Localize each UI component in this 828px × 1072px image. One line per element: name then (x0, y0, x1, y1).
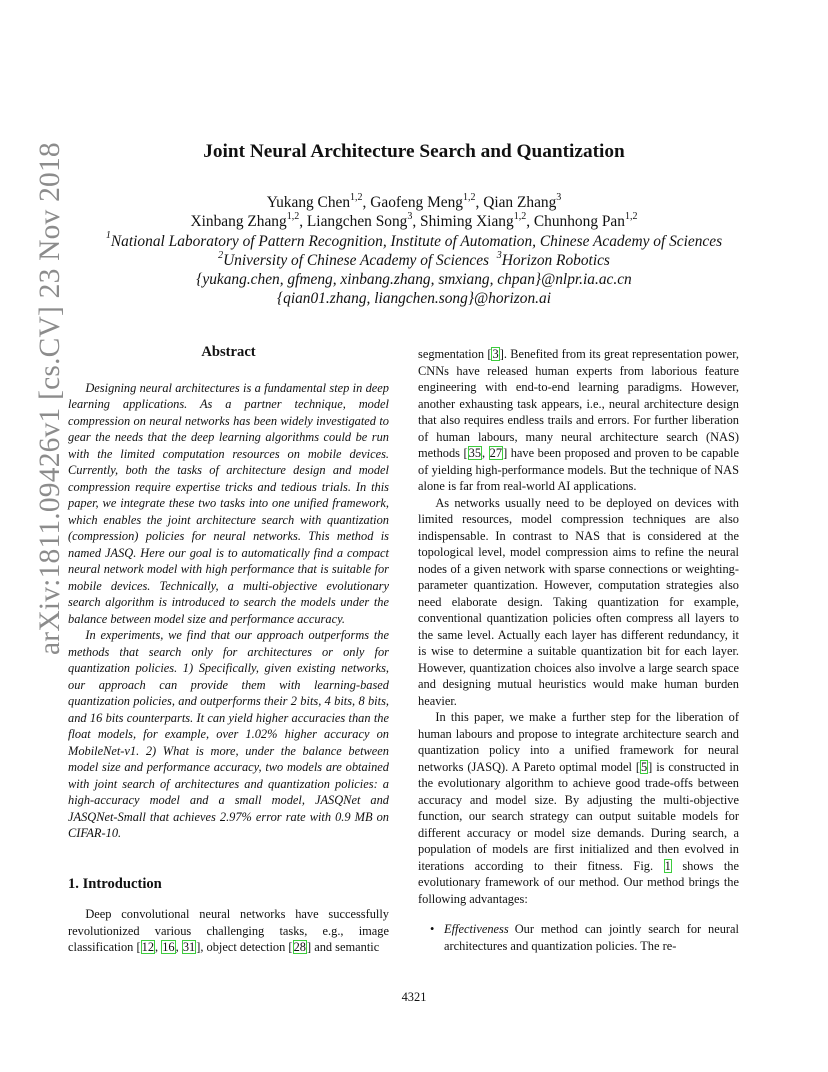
left-column (68, 344, 389, 956)
author-name: Xinbang Zhang (190, 213, 287, 231)
author-line-1: Yukang Chen$^{1,2}$, Gaofeng Meng$^{1,2}$, Qian Zhang$^3$ (266, 191, 562, 211)
citation-link[interactable]: 12 (141, 940, 155, 954)
email-line-1: {yukang.chen, gfmeng, xinbang.zhang, smxiang, chpan}@nlpr.ia.ac.cn (196, 271, 632, 289)
abstract-paragraph-2: In experiments, we find that our approach outperforms the methods that search only for architectures or only for quantization policies. 1) Specifically, given existing networks, our approach can provide them with learning-based quantization policies, and outperforms their 2 bits, 4 bits, 8 bits, and 16 bits counterparts. It can yield higher accuracies than the float models, for example, over 1.02% higher accuracy on MobileNet-v1. 2) What is more, under the balance between model size and performance accuracy, two models are obtained with joint search of architectures and quantization policies: a high-accuracy model and a small model, JASQNet and JASQNet-Small that achieves 2.97% error rate with 0.9 MB on CIFAR-10. (68, 628, 389, 840)
author-name: Chunhong Pan (533, 213, 625, 231)
author-affil-mark: 1,2 (513, 211, 527, 223)
body-text: . Benefited from its great representation power, CNNs have released human experts from laborious feature engineering with end-to-end learning paradigms. However, another exhausting task appears, i.e., neural architecture design that also requires endless trails and errors. For further liberation of human labours, many neural architecture search (NAS) methods (418, 347, 739, 460)
arxiv-identifier-stamp: arXiv:1811.09426v1 [cs.CV] 23 Nov 2018 (34, 142, 66, 655)
affiliation-text: Horizon Robotics (501, 251, 610, 269)
body-paragraph-1: segmentation [3]. Benefited from its great representation power, CNNs have released human experts from laborious feature engineering with end-to-end learning paradigms. However, another exhausting task appears, i.e., neural architecture design that also requires endless trails and errors. For further liberation of human labours, many neural architecture search (NAS) methods [35, 27] have been proposed and proven to be capable of yielding high-performance models. But the technique of NAS alone is far from real-world AI applications. (418, 347, 739, 493)
abstract-section (68, 344, 389, 842)
author-name: Yukang Chen (266, 194, 351, 211)
email-domain: @horizon.ai (473, 290, 551, 308)
body-paragraph-2: As networks usually need to be deployed on devices with limited resources, model compression techniques are also indispensable. In contrast to NAS that is considered at the topological level, model compression aims to refine the neural nodes of a given network with sparse connections or weighting-parameter quantization. However, computation strategies also need elaborate design. Taking quantization for example, conventional quantization policies often compress all layers to the same level. Actually each layer has different redundancy, it is wise to determine a suitable quantization bit for each layer. However, quantization choices also involve a large search space and designing mutual heuristics would make human burden heavier. (418, 495, 739, 708)
author-name: Gaofeng Meng (370, 194, 463, 211)
page-number: 4321 (401, 990, 427, 1004)
author-affil-mark: 1,2 (286, 211, 300, 223)
paper-title: Joint Neural Architecture Search and Quantization (203, 141, 625, 162)
email-domain: @nlpr.ia.ac.cn (541, 271, 632, 289)
intro-text: and semantic (311, 940, 380, 954)
body-text: have been proposed and proven to be capable of yielding high-performance models. But the technique of NAS alone is far from real-world AI applications. (418, 446, 739, 493)
citation-link[interactable]: 35 (468, 446, 482, 460)
citation-link[interactable]: 16 (162, 940, 175, 954)
body-text: is constructed in the evolutionary algorithm to achieve good trade-offs between accuracy and model size. By adjusting the multi-objective function, our search strategy can output suitable models for different accuracy or model size demands. During search, a population of models are first initialized and then evolved in iterations according to their fitness. Fig. (418, 759, 739, 873)
author-affil-mark: 1,2 (463, 191, 476, 203)
author-name: Liangchen Song (306, 213, 408, 231)
bullet-label: Effectiveness (444, 922, 509, 936)
author-affil-mark: 1,2 (624, 211, 638, 223)
citation-link[interactable]: 27 (489, 446, 503, 460)
citation-link[interactable]: 5 (640, 759, 648, 774)
email-names: qian01.zhang, liangchen.song (283, 290, 468, 308)
intro-text: Deep convolutional neural networks have successfully revolutionized various challenging tasks, e.g., image classification (68, 907, 389, 954)
email-names: yukang.chen, gfmeng, xinbang.zhang, smxiang, chpan (202, 271, 535, 289)
right-column (418, 346, 739, 954)
citation-link[interactable]: 3 (492, 347, 499, 361)
affil-number: 1 (105, 230, 111, 242)
body-text: shows the evolutionary framework of our method. Our method brings the following advantages: (418, 858, 739, 906)
abstract-paragraph-1: Designing neural architectures is a fundamental step in deep learning applications. As a partner technique, model compression on neural networks has been widely investigated to gear the needs that the deep learning algorithms could be run with the limited computation resources on mobile devices. Currently, both the tasks of architecture design and model compression require expertise tricks and tedious trials. In this paper, we integrate these two tasks into one unified framework, which enables the joint architecture search with quantization (compression) policies for neural networks. This method is named JASQ. Here our goal is to automatically find a compact neural network model with high performance that is suitable for mobile devices. Technically, a multi-objective evolutionary search algorithm is introduced to search the models under the balance between model size and performance accuracy. (68, 380, 389, 626)
affiliation-line-2 (0, 251, 828, 270)
author-name: Qian Zhang (483, 194, 557, 211)
bullet-text: Our method can jointly search for neural architectures and quantization policies. The re- (444, 922, 739, 953)
affil-number: 2 (218, 249, 224, 261)
author-line-2: Xinbang Zhang$^{1,2}$, Liangchen Song$^3$, Shiming Xiang$^{1,2}$, Chunhong Pan$^{1,2}$ (190, 211, 638, 231)
email-line-2: {qian01.zhang, liangchen.song}@horizon.ai (276, 290, 551, 308)
affiliation-text: National Laboratory of Pattern Recognition, Institute of Automation, Chinese Academy of Sciences (110, 232, 723, 250)
bullet-dot-icon: • (430, 922, 435, 936)
figure-link[interactable]: 1 (664, 858, 671, 873)
citation-link[interactable]: 28 (293, 940, 306, 954)
author-affil-mark: 3 (556, 191, 562, 203)
affiliation-line-1 (0, 232, 828, 251)
body-text: segmentation (418, 347, 488, 361)
abstract-heading: Abstract (201, 344, 256, 360)
introduction-heading: 1. Introduction (68, 875, 162, 892)
intro-text: , object detection (200, 940, 289, 954)
citation-link[interactable]: 31 (182, 940, 196, 954)
author-affil-mark: 1,2 (350, 191, 363, 203)
intro-paragraph-1: Deep convolutional neural networks have successfully revolutionized various challenging tasks, e.g., image classification [12, 16, 31], object detection [28] and semantic (68, 907, 389, 954)
author-affil-mark: 3 (407, 211, 413, 223)
author-name: Shiming Xiang (420, 213, 514, 231)
bullet-item-effectiveness (418, 921, 739, 954)
body-text: In this paper, we make a further step for the liberation of human labours and propose to integrate architecture search and quantization policy into a unified framework for neural networks (JASQ). A Pareto optimal model (418, 710, 739, 774)
affiliation-text: University of Chinese Academy of Sciences (223, 251, 490, 269)
affil-number: 3 (496, 249, 502, 261)
author-block (0, 193, 828, 309)
body-paragraph-3: In this paper, we make a further step for the liberation of human labours and propose to integrate architecture search and quantization policy into a unified framework for neural networks (JASQ). A Pareto optimal model [5] is constructed in the evolutionary algorithm to achieve good trade-offs between accuracy and model size. By adjusting the multi-objective function, our search strategy can output suitable models for different accuracy or model size demands. During search, a population of models are first initialized and then evolved in iterations according to their fitness. Fig. 1 shows the evolutionary framework of our method. Our method brings the following advantages: (418, 710, 739, 906)
